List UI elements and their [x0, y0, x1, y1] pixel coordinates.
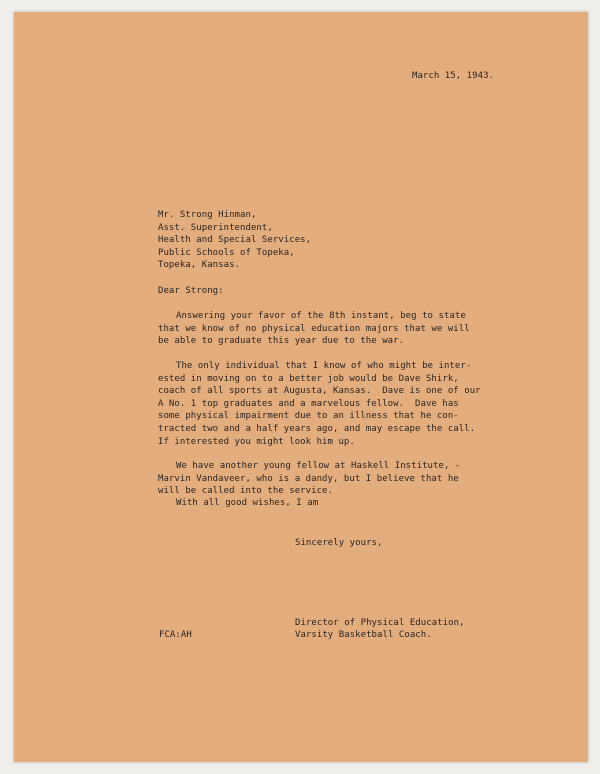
body-paragraph-4: With all good wishes, I am [176, 498, 319, 508]
salutation: Dear Strong: [158, 286, 224, 296]
address-line: Topeka, Kansas. [158, 260, 241, 270]
body-line: some physical impairment due to an illness that he con- [158, 411, 459, 422]
address-line: Public Schools of Topeka, [158, 247, 295, 258]
signature-title-line: Director of Physical Education, [295, 618, 465, 628]
body-line: that we know of no physical education majors that we will [158, 323, 470, 334]
body-line: will be called into the service. [158, 486, 333, 497]
body-line: The only individual that I know of who might be inter- [176, 361, 472, 371]
letter-date: March 15, 1943. [412, 71, 495, 81]
reference-initials: FCA:AH [159, 630, 192, 640]
body-line: Marvin Vandaveer, who is a dandy, but I believe that he [158, 473, 459, 484]
body-line: If interested you might look him up. [158, 436, 355, 447]
address-line: Mr. Strong Hinman, [158, 210, 257, 220]
body-line: Answering your favor of the 8th instant, beg to state [176, 311, 466, 321]
body-line: be able to graduate this year due to the war. [158, 336, 405, 347]
body-line: coach of all sports at Augusta, Kansas. Dave is one of our [158, 386, 481, 397]
body-line: A No. 1 top graduates and a marvelous fellow. Dave has [158, 398, 459, 409]
address-line: Health and Special Services, [158, 235, 312, 245]
body-line: tracted two and a half years ago, and may escape the call. [158, 424, 476, 434]
address-line: Asst. Superintendent, [158, 222, 273, 233]
letter-page [14, 12, 588, 762]
signature-title-line: Varsity Basketball Coach. [295, 630, 432, 640]
body-line: We have another young fellow at Haskell Institute, - [176, 461, 461, 471]
complimentary-closing: Sincerely yours, [295, 538, 383, 548]
body-line: ested in moving on to a better job would be Dave Shirk, [158, 373, 459, 384]
